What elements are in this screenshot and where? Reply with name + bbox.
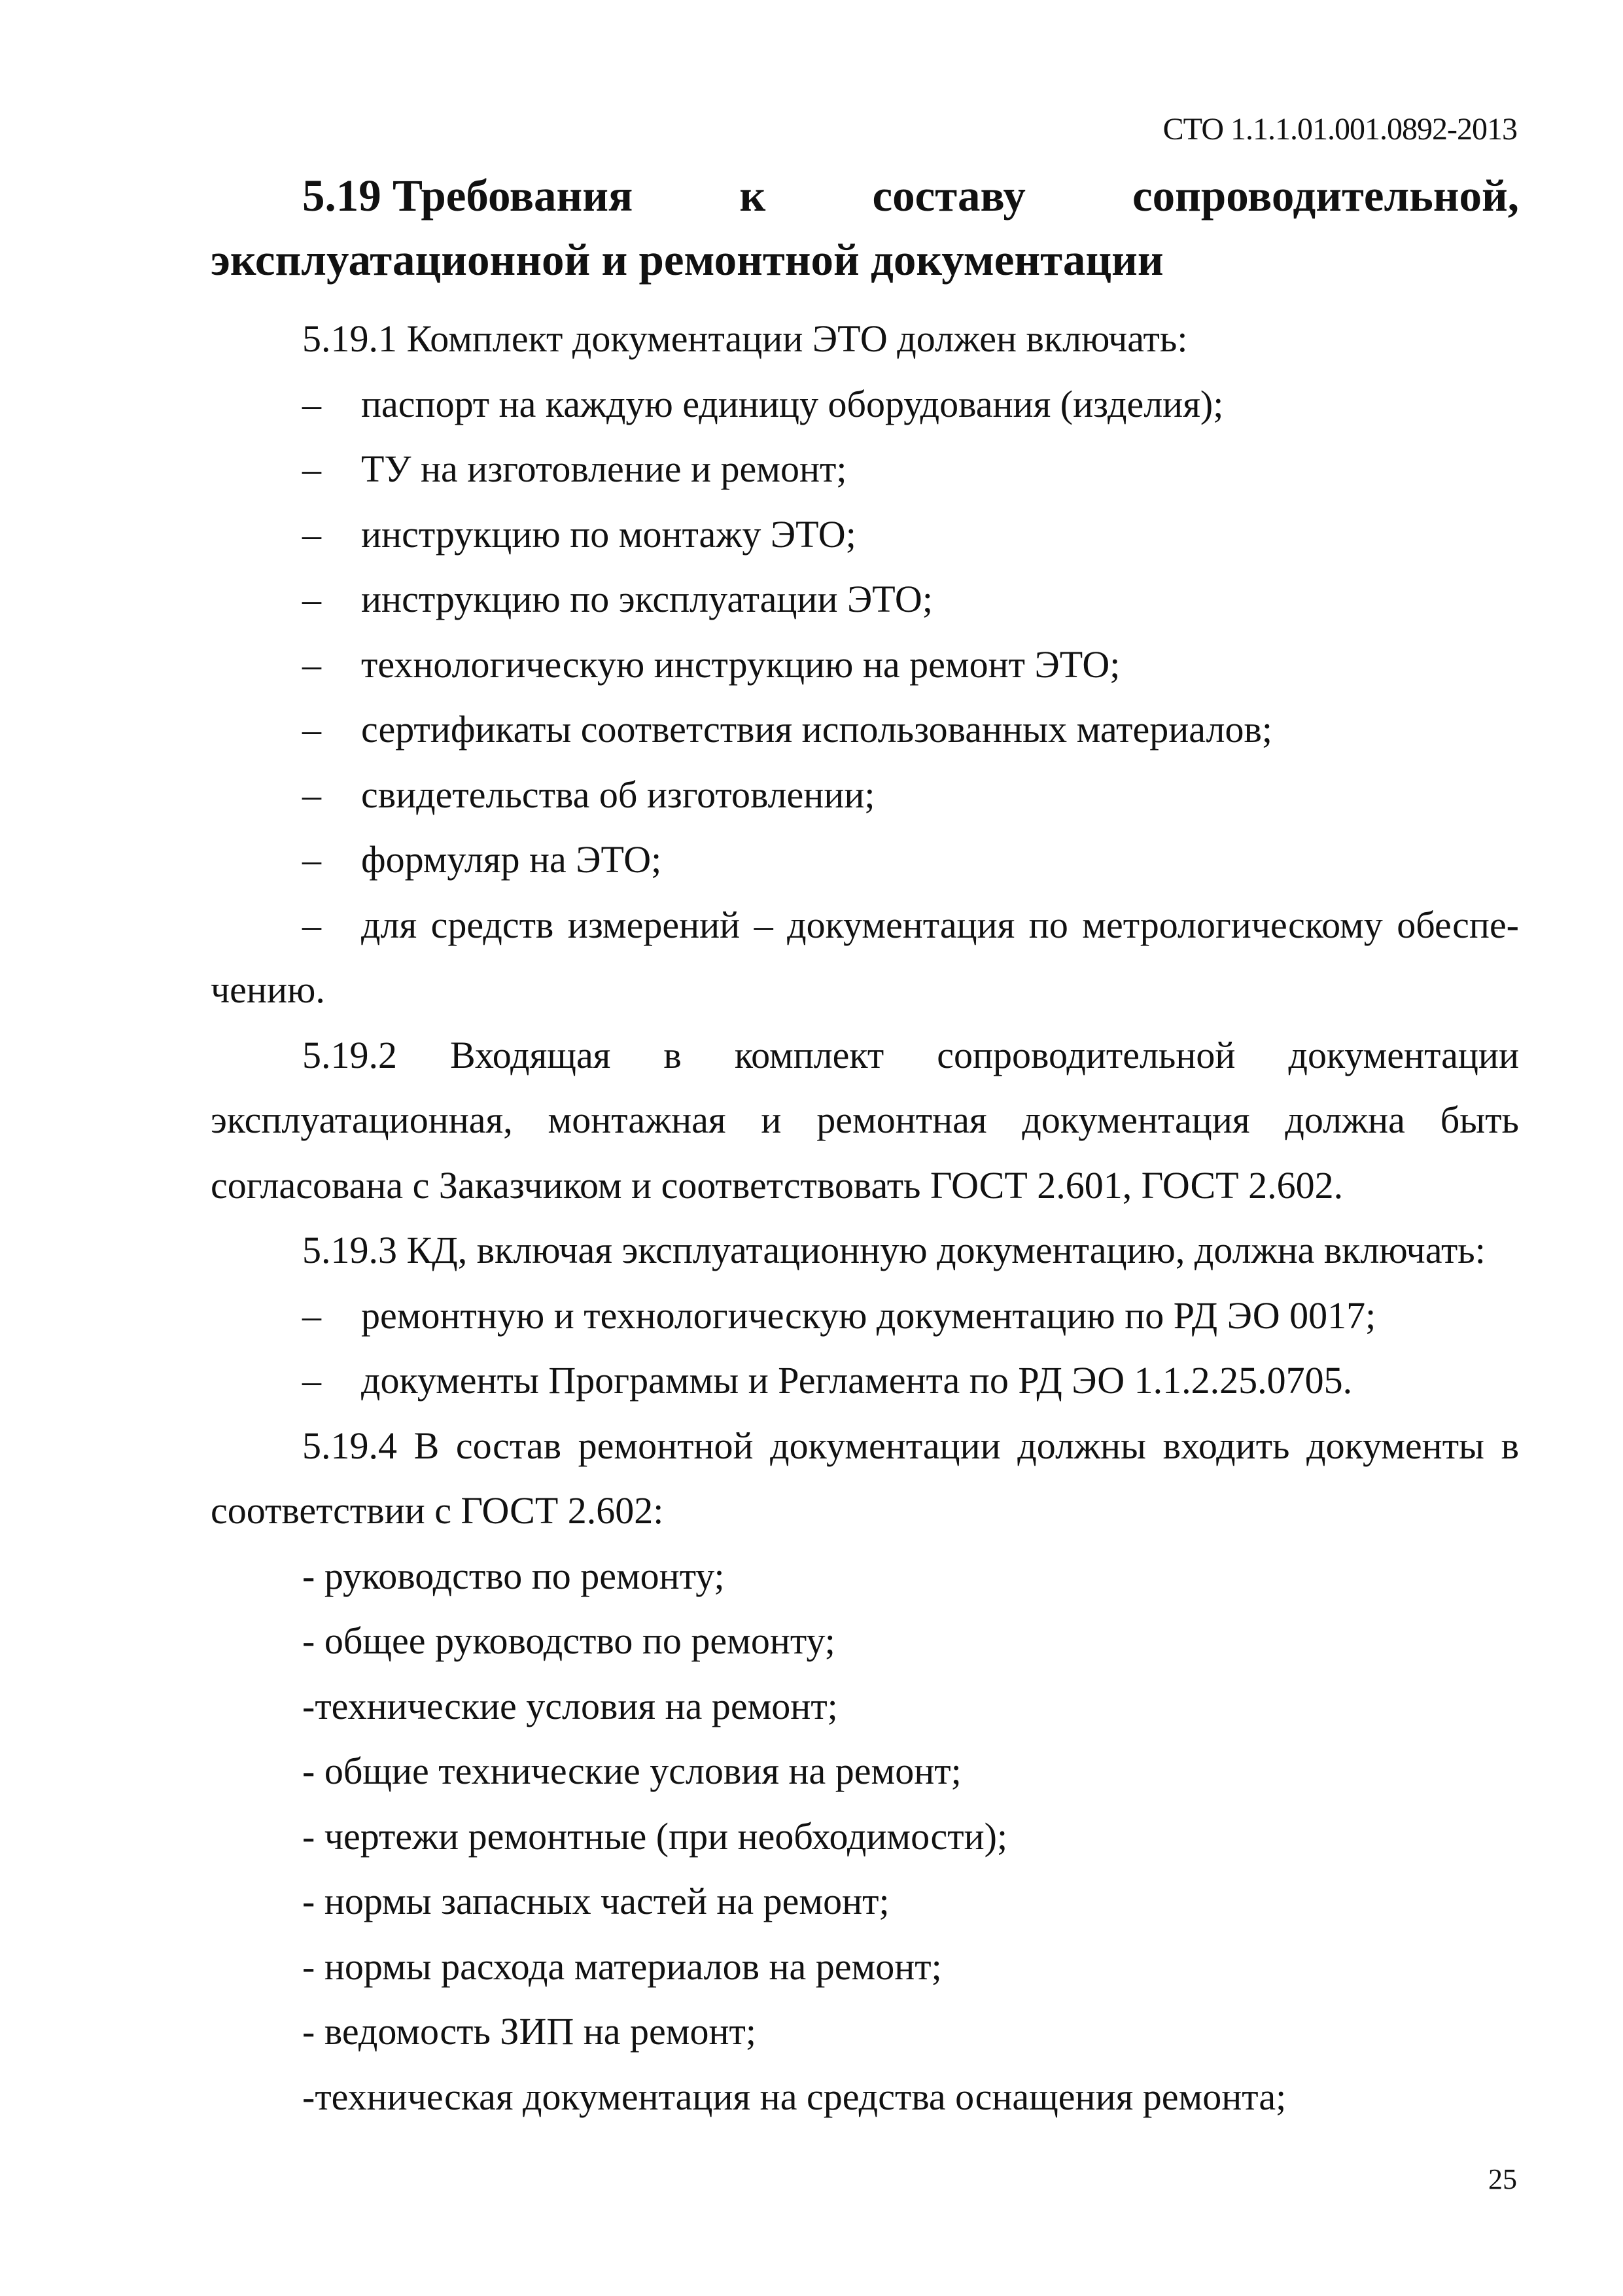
- list-dash: –: [302, 512, 321, 556]
- section-heading-line-1: [302, 164, 1519, 228]
- page-number: 25: [1488, 2163, 1517, 2195]
- list-item: [211, 502, 1519, 567]
- list-item-continuation: чению.: [211, 968, 325, 1011]
- clause-5-19-1-intro: 5.19.1 Комплект документации ЭТО должен включать:: [302, 317, 1188, 360]
- list-item: - нормы расхода материалов на ремонт;: [302, 1945, 942, 1988]
- list-item-text: инструкцию по эксплуатации ЭТО;: [361, 578, 933, 620]
- heading-word: 5.19 Требования: [302, 171, 633, 221]
- list-item: [211, 436, 1519, 502]
- list-item-text: технологическую инструкцию на ремонт ЭТО;: [361, 643, 1121, 686]
- heading-word: сопроводительной,: [1132, 171, 1519, 221]
- list-item: [211, 1348, 1519, 1413]
- list-item-text: инструкцию по монтажу ЭТО;: [361, 512, 856, 556]
- clause-5-19-2-line-3: согласована с Заказчиком и соответствовать ГОСТ 2.601, ГОСТ 2.602.: [211, 1163, 1344, 1207]
- list-item-text: свидетельства об изготовлении;: [361, 773, 875, 816]
- list-item-text: документы Программы и Регламента по РД ЭО 1.1.2.25.0705.: [361, 1359, 1353, 1402]
- list-item: -технические условия на ремонт;: [302, 1684, 838, 1727]
- clause-5-19-3-intro: 5.19.3 КД, включая эксплуатационную документацию, должна включать:: [302, 1229, 1486, 1271]
- section-heading: [211, 164, 1519, 292]
- clause-5-19-2-line-1: 5.19.2 Входящая в комплект сопроводительной документации: [302, 1033, 1519, 1076]
- list-item: [211, 632, 1519, 698]
- list-item: [211, 567, 1519, 632]
- list-item-text: для средств измерений – документация по метрологическому обеспе-: [361, 903, 1519, 946]
- list-item: - руководство по ремонту;: [302, 1554, 725, 1597]
- heading-word: к: [739, 171, 766, 221]
- clause-5-19-4-line-1: 5.19.4 В состав ремонтной документации должны входить документы в: [302, 1424, 1519, 1467]
- list-item: - чертежи ремонтные (при необходимости);: [302, 1814, 1008, 1858]
- list-item: - общие технические условия на ремонт;: [302, 1750, 962, 1792]
- list-dash: –: [302, 1294, 321, 1337]
- list-item: [211, 697, 1519, 762]
- list-item: [211, 827, 1519, 892]
- list-item-text: ремонтную и технологическую документацию по РД ЭО 0017;: [361, 1294, 1376, 1337]
- list-dash: –: [302, 448, 321, 490]
- list-item: [211, 762, 1519, 828]
- list-item: [211, 372, 1519, 437]
- list-item: - нормы запасных частей на ремонт;: [302, 1880, 890, 1922]
- list-item: -техническая документация на средства оснащения ремонта;: [302, 2075, 1287, 2118]
- list-item: - общее руководство по ремонту;: [302, 1619, 835, 1662]
- document-code: СТО 1.1.1.01.001.0892-2013: [1162, 112, 1517, 147]
- document-body: [211, 306, 1519, 2129]
- list-item-text: формуляр на ЭТО;: [361, 838, 662, 881]
- list-dash: –: [302, 838, 321, 881]
- list-item: - ведомость ЗИП на ремонт;: [302, 2010, 756, 2053]
- list-item-text: ТУ на изготовление и ремонт;: [361, 448, 847, 490]
- list-dash: –: [302, 708, 321, 751]
- list-item-text: сертификаты соответствия использованных материалов;: [361, 708, 1272, 751]
- section-heading-line-2: эксплуатационной и ремонтной документации: [211, 235, 1164, 285]
- clause-5-19-4-line-2: соответствии с ГОСТ 2.602:: [211, 1489, 664, 1532]
- heading-word: составу: [872, 171, 1026, 221]
- list-item-text: паспорт на каждую единицу оборудования (изделия);: [361, 382, 1224, 425]
- clause-5-19-2-line-2: эксплуатационная, монтажная и ремонтная документация должна быть: [211, 1099, 1519, 1141]
- list-item: [211, 1283, 1519, 1349]
- list-dash: –: [302, 903, 321, 946]
- list-item: [211, 892, 1519, 958]
- list-dash: –: [302, 578, 321, 620]
- list-dash: –: [302, 382, 321, 425]
- list-dash: –: [302, 643, 321, 686]
- list-dash: –: [302, 1359, 321, 1402]
- list-dash: –: [302, 773, 321, 816]
